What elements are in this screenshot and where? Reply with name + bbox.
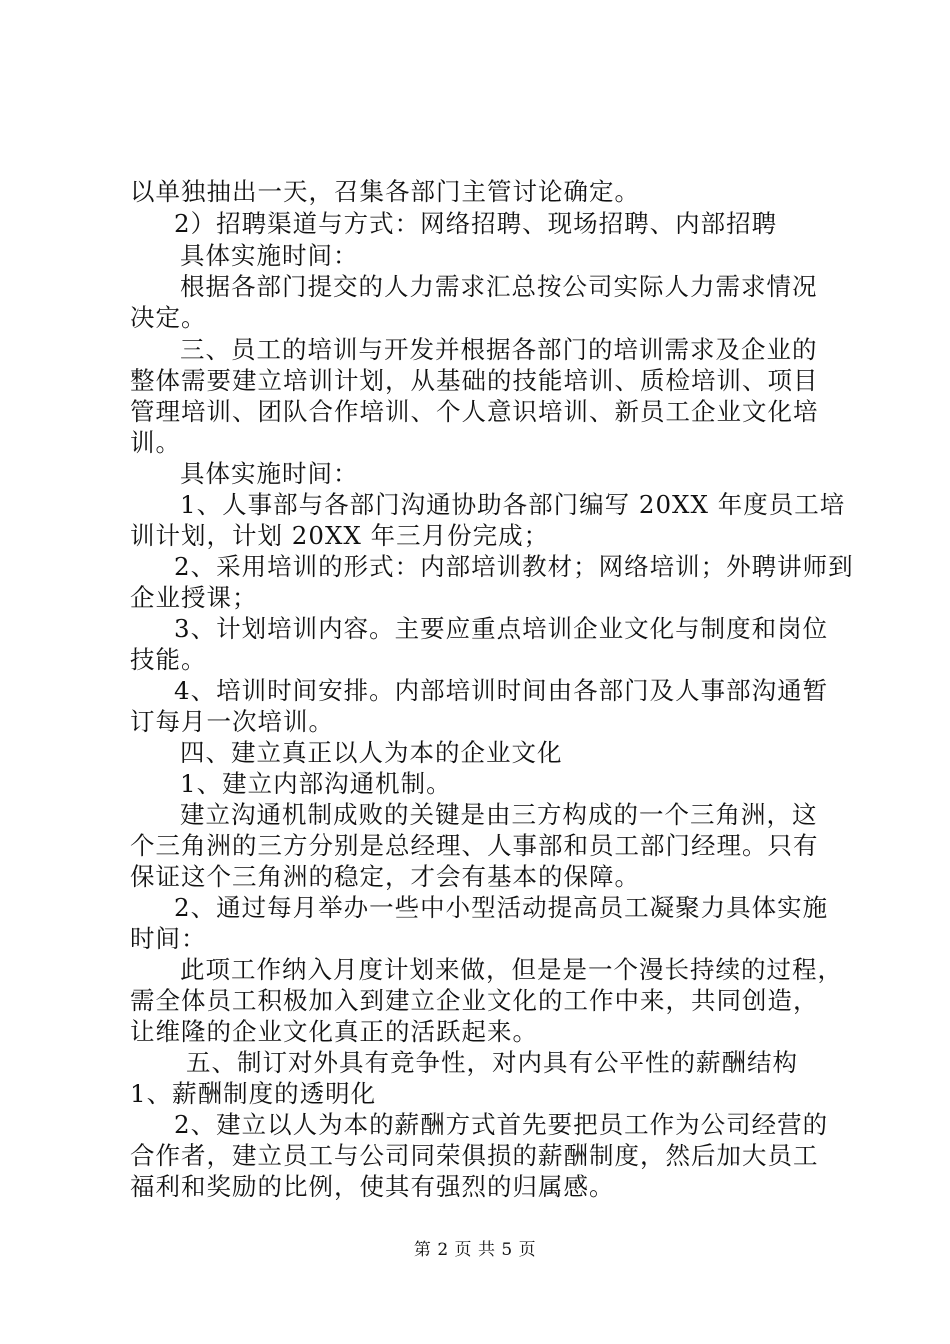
text-line: 订每月一次培训。 <box>130 707 334 736</box>
text-line: 福利和奖励的比例，使其有强烈的归属感。 <box>130 1172 615 1201</box>
text-line: 训计划，计划 20XX 年三月份完成； <box>130 521 550 550</box>
text-line: 需全体员工积极加入到建立企业文化的工作中来，共同创造， <box>130 986 819 1015</box>
text-line: 建立沟通机制成败的关键是由三方构成的一个三角洲，这 <box>180 800 818 829</box>
text-line: 具体实施时间： <box>180 459 359 488</box>
text-line: 3、计划培训内容。主要应重点培训企业文化与制度和岗位 <box>174 614 829 643</box>
text-line: 2）招聘渠道与方式：网络招聘、现场招聘、内部招聘 <box>174 209 778 238</box>
text-line: 1、人事部与各部门沟通协助各部门编写 20XX 年度员工培 <box>180 490 846 519</box>
text-line: 时间： <box>130 924 207 953</box>
text-line: 以单独抽出一天，召集各部门主管讨论确定。 <box>130 177 640 206</box>
text-line: 让维隆的企业文化真正的活跃起来。 <box>130 1017 538 1046</box>
text-line: 个三角洲的三方分别是总经理、人事部和员工部门经理。只有 <box>130 831 819 860</box>
text-line: 合作者，建立员工与公司同荣俱损的薪酬制度，然后加大员工 <box>130 1141 819 1170</box>
text-line: 四、建立真正以人为本的企业文化 <box>180 738 563 767</box>
text-line: 根据各部门提交的人力需求汇总按公司实际人力需求情况 <box>180 272 818 301</box>
text-line: 技能。 <box>130 645 207 674</box>
text-line: 2、采用培训的形式：内部培训教材；网络培训；外聘讲师到 <box>174 552 854 581</box>
text-line: 2、建立以人为本的薪酬方式首先要把员工作为公司经营的 <box>174 1110 829 1139</box>
page-footer: 第 2 页 共 5 页 <box>413 1240 537 1260</box>
text-line: 1、建立内部沟通机制。 <box>180 769 452 798</box>
text-line: 决定。 <box>130 303 207 332</box>
text-line: 企业授课； <box>130 583 258 612</box>
text-line: 三、员工的培训与开发并根据各部门的培训需求及企业的 <box>180 335 818 364</box>
text-line: 1、薪酬制度的透明化 <box>130 1079 377 1108</box>
text-line: 训。 <box>130 428 181 457</box>
text-line: 整体需要建立培训计划，从基础的技能培训、质检培训、项目 <box>130 366 819 395</box>
text-line: 此项工作纳入月度计划来做，但是是一个漫长持续的过程， <box>180 955 843 984</box>
text-line: 五、制订对外具有竞争性，对内具有公平性的薪酬结构 <box>186 1048 798 1077</box>
text-line: 具体实施时间： <box>180 241 359 270</box>
text-line: 保证这个三角洲的稳定，才会有基本的保障。 <box>130 862 640 891</box>
text-line: 4、培训时间安排。内部培训时间由各部门及人事部沟通暂 <box>174 676 829 705</box>
text-line: 2、通过每月举办一些中小型活动提高员工凝聚力具体实施 <box>174 893 829 922</box>
text-line: 管理培训、团队合作培训、个人意识培训、新员工企业文化培 <box>130 397 819 426</box>
